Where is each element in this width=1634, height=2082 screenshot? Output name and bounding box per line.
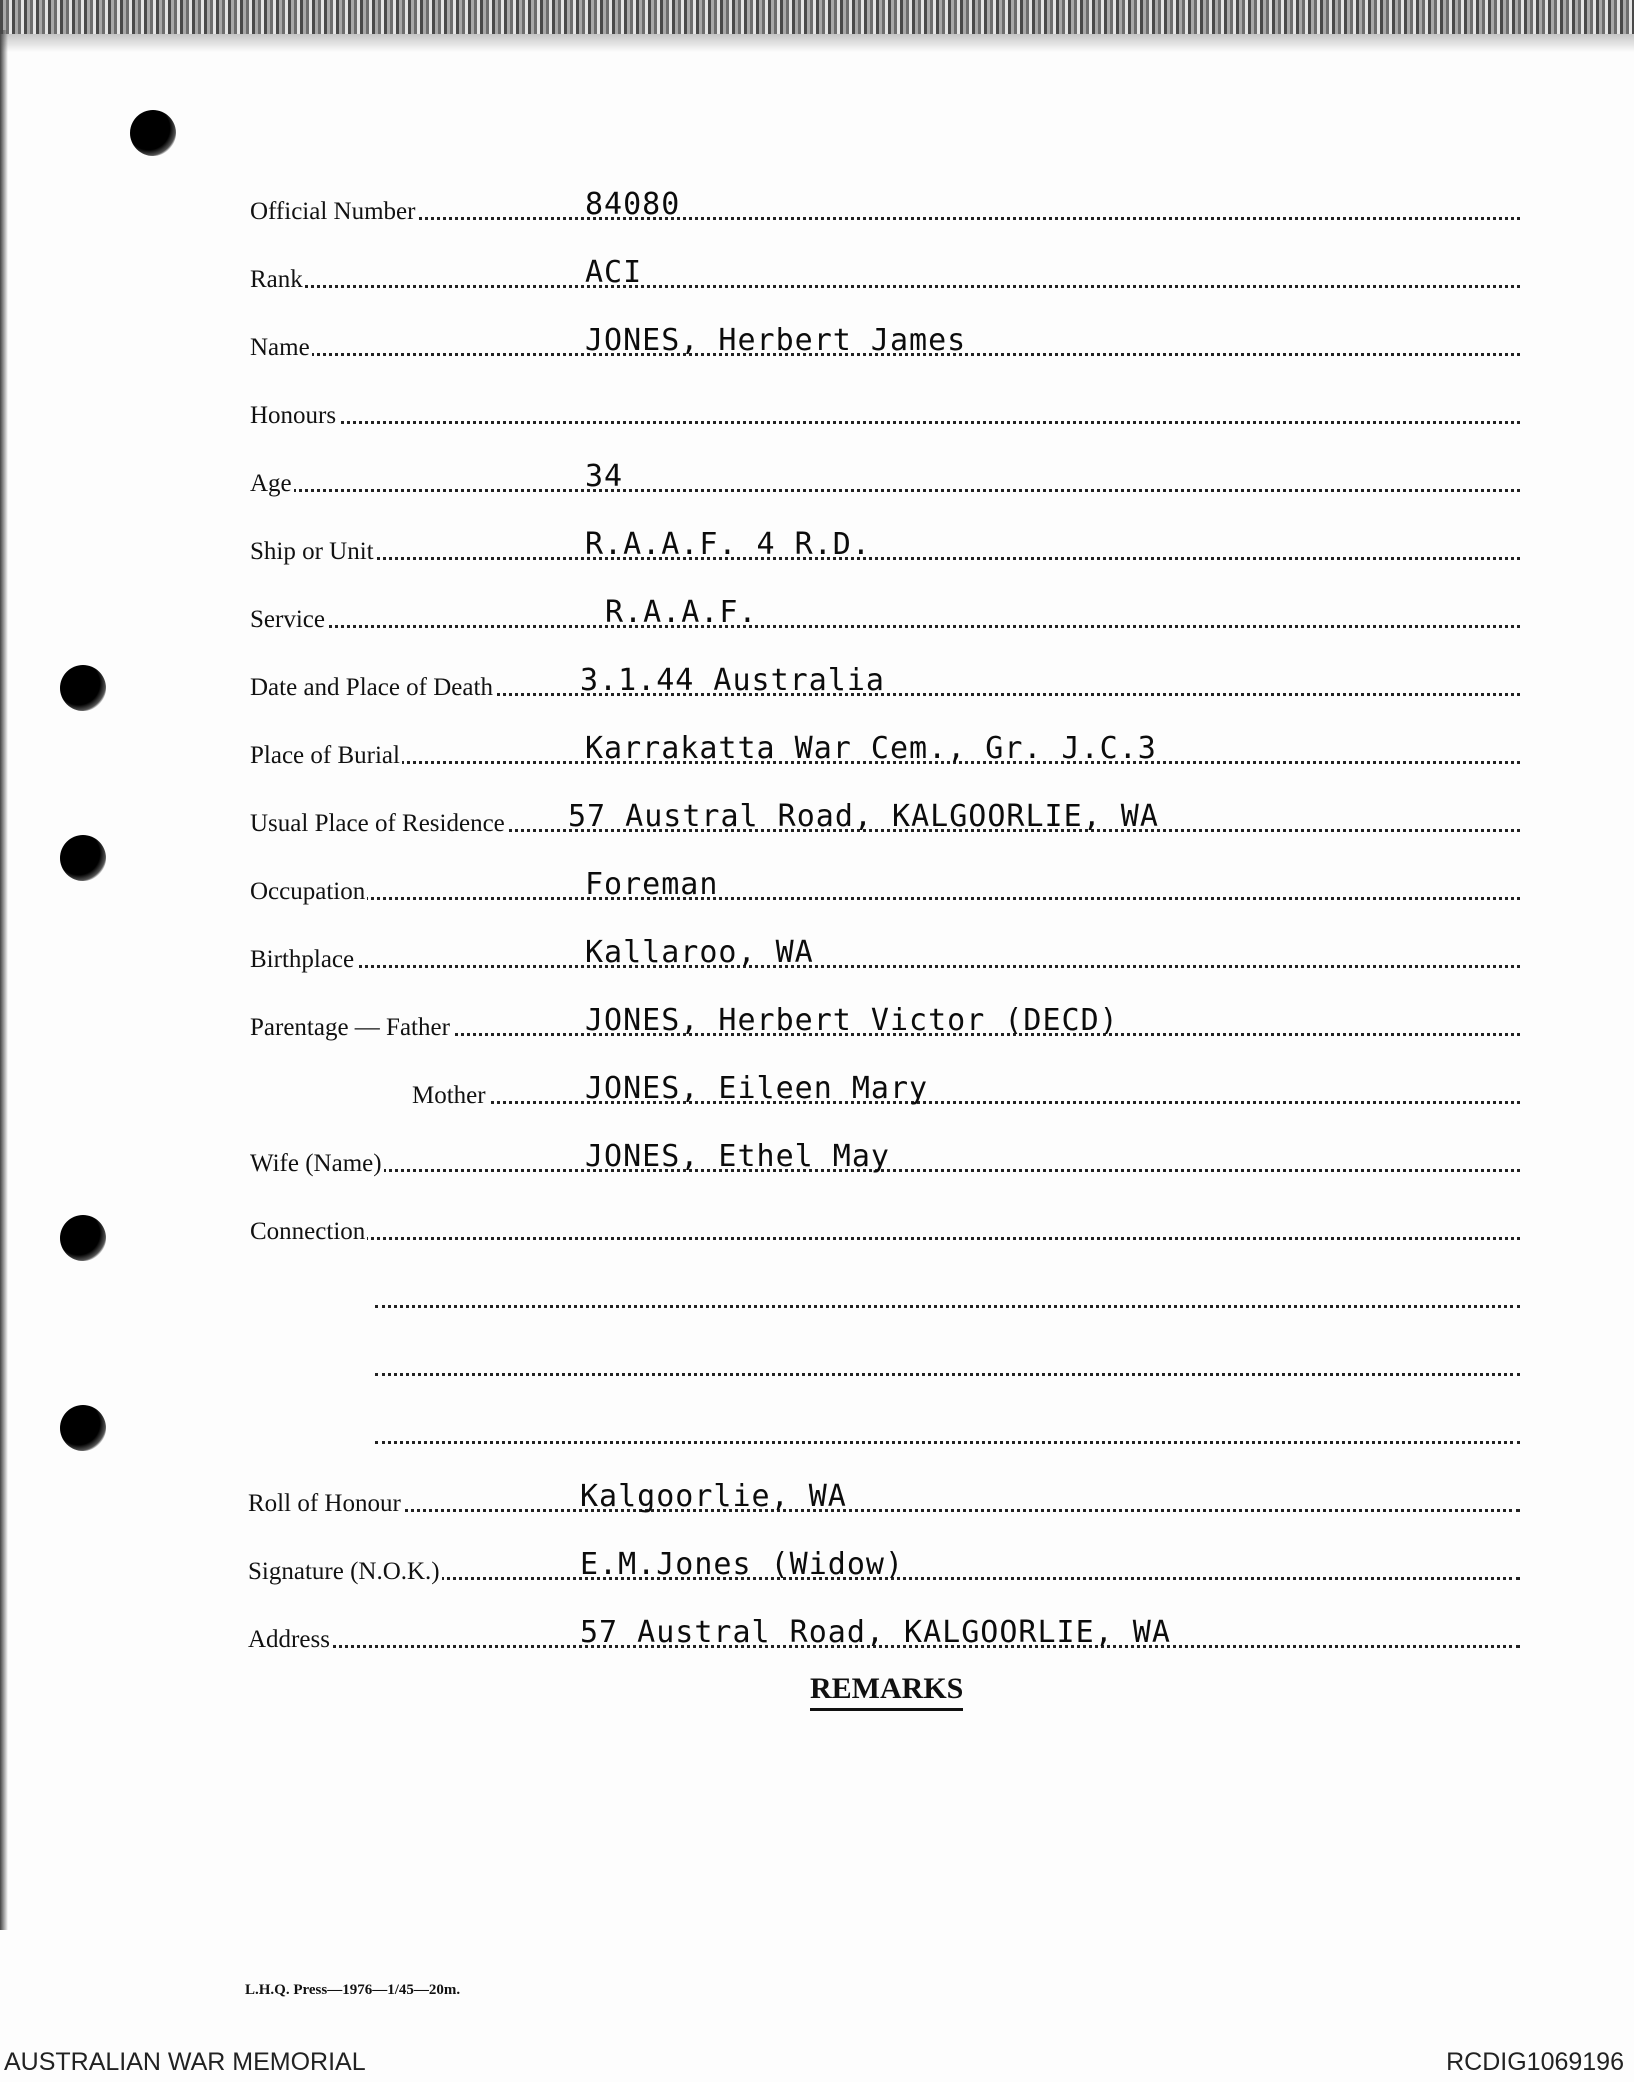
printer-note: L.H.Q. Press—1976—1/45—20m. — [245, 1982, 461, 1998]
field-age — [250, 452, 1520, 502]
field-label: Ship or Unit — [250, 538, 374, 565]
field-name — [250, 316, 1520, 366]
field-rank — [250, 248, 1520, 298]
field-label: Mother — [412, 1082, 486, 1109]
field-value: 84080 — [585, 187, 681, 222]
field-value: JONES, Ethel May — [585, 1139, 890, 1174]
field-value: 57 Austral Road, KALGOORLIE, WA — [568, 799, 1159, 834]
field-place-of-burial — [250, 724, 1520, 774]
field-label: Connection — [250, 1218, 366, 1245]
field-value: E.M.Jones (Widow) — [580, 1547, 905, 1582]
field-label: Name — [250, 334, 310, 361]
field-value: JONES, Eileen Mary — [585, 1071, 929, 1106]
field-label: Wife (Name) — [250, 1150, 382, 1177]
field-label: Usual Place of Residence — [250, 810, 505, 837]
field-birthplace — [250, 928, 1520, 978]
field-label: Official Number — [250, 198, 416, 225]
punch-hole — [130, 110, 176, 156]
field-label: Date and Place of Death — [250, 674, 493, 701]
field-usual-residence — [250, 792, 1520, 842]
field-value: 57 Austral Road, KALGOORLIE, WA — [580, 1615, 1171, 1650]
field-ship-or-unit — [250, 520, 1520, 570]
field-label: Signature (N.O.K.) — [248, 1558, 440, 1585]
field-label: Place of Burial — [250, 742, 400, 769]
scan-top-edge — [0, 0, 1634, 34]
field-value: JONES, Herbert James — [585, 323, 967, 358]
field-official-number — [250, 180, 1520, 230]
field-value: 34 — [585, 459, 624, 494]
field-label: Birthplace — [250, 946, 355, 973]
field-roll-of-honour — [248, 1472, 1520, 1522]
field-value: JONES, Herbert Victor (DECD) — [585, 1003, 1119, 1038]
footer-source: AUSTRALIAN WAR MEMORIAL — [4, 2048, 366, 2076]
field-date-place-death — [250, 656, 1520, 706]
punch-hole — [60, 835, 106, 881]
connection-blank-line — [375, 1268, 1520, 1318]
field-label: Rank — [250, 266, 303, 293]
field-value: Kalgoorlie, WA — [580, 1479, 847, 1514]
field-label: Honours — [250, 402, 337, 429]
field-value: R.A.A.F. 4 R.D. — [585, 527, 871, 562]
punch-hole — [60, 1215, 106, 1261]
field-wife — [250, 1132, 1520, 1182]
field-address — [248, 1608, 1520, 1658]
field-service — [250, 588, 1520, 638]
scan-left-edge — [0, 30, 8, 1930]
field-label: Age — [250, 470, 292, 497]
connection-blank-line — [375, 1336, 1520, 1386]
field-label: Address — [248, 1626, 330, 1653]
field-label: Roll of Honour — [248, 1490, 401, 1517]
footer-id: RCDIG1069196 — [1446, 2048, 1624, 2076]
field-label: Parentage — Father — [250, 1014, 450, 1041]
field-value: R.A.A.F. — [605, 595, 758, 630]
field-mother — [412, 1064, 1520, 1114]
connection-blank-line — [375, 1404, 1520, 1454]
field-honours — [250, 384, 1520, 434]
field-father — [250, 996, 1520, 1046]
field-label: Service — [250, 606, 325, 633]
field-label: Occupation — [250, 878, 366, 905]
field-value: 3.1.44 Australia — [580, 663, 885, 698]
remarks-heading: REMARKS — [810, 1672, 963, 1711]
field-value: Karrakatta War Cem., Gr. J.C.3 — [585, 731, 1157, 766]
field-signature — [248, 1540, 1520, 1590]
field-value: Kallaroo, WA — [585, 935, 814, 970]
field-value: ACI — [585, 255, 643, 290]
field-occupation — [250, 860, 1520, 910]
punch-hole — [60, 665, 106, 711]
field-connection — [250, 1200, 1520, 1250]
field-value: Foreman — [585, 867, 719, 902]
punch-hole — [60, 1405, 106, 1451]
